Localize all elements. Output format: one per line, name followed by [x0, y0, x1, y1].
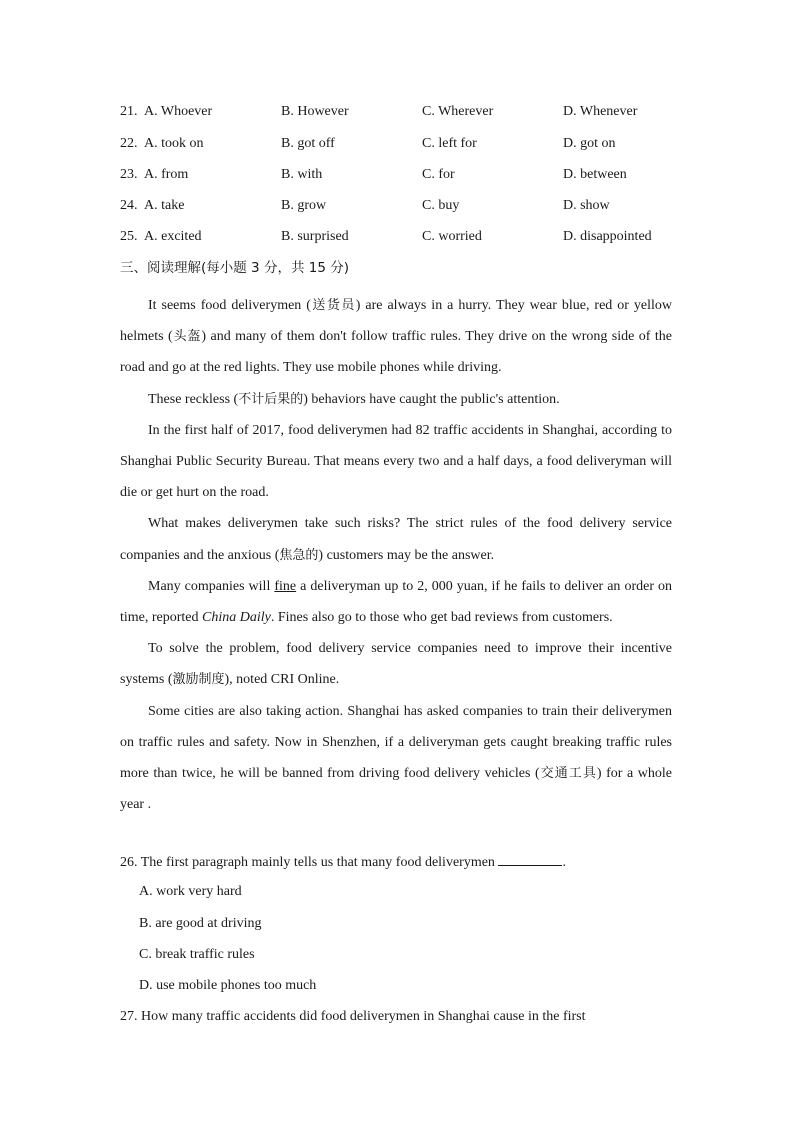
- choice-b: B. are good at driving: [139, 916, 262, 931]
- option-a: A. Whoever: [144, 104, 213, 119]
- option-b: B. However: [281, 104, 349, 119]
- option-row-24: [120, 196, 680, 216]
- paragraph-1: It seems food deliverymen (送货员) are always in a hurry. They wear blue, red or yellow helmets (头盔) and many of them don't follow traffic rules. They drive on the wrong side of the road and go at the red lights. They use mobile phones while driving.: [120, 298, 672, 376]
- option-b: B. surprised: [281, 229, 349, 244]
- option-row-22: [120, 134, 680, 154]
- option-c: C. left for: [422, 136, 477, 151]
- option-b: B. with: [281, 167, 323, 182]
- choice-c: C. break traffic rules: [139, 947, 255, 962]
- option-a: A. excited: [144, 229, 202, 244]
- option-d: D. show: [563, 198, 610, 213]
- question-number: 23.: [120, 167, 138, 182]
- option-a: A. from: [144, 167, 189, 182]
- option-row-23: [120, 165, 680, 185]
- underlined-word: fine: [274, 578, 297, 594]
- option-b: B. got off: [281, 136, 335, 151]
- option-row-21: [120, 102, 680, 122]
- choice-a: A. work very hard: [139, 884, 242, 899]
- option-c: C. for: [422, 167, 455, 182]
- answer-blank: [498, 851, 562, 866]
- paragraph-5: Many companies will fine a deliveryman up to 2, 000 yuan, if he fails to deliver an order on time, reported China Daily. Fines also go to those who get bad reviews from customers.: [120, 578, 673, 626]
- section-heading: 三、阅读理解(每小题 3 分，共 15 分): [120, 260, 349, 276]
- option-b: B. grow: [281, 198, 327, 213]
- question-27: 27. How many traffic accidents did food deliverymen in Shanghai cause in the first: [120, 1009, 586, 1024]
- option-row-25: [120, 227, 680, 247]
- option-d: D. between: [563, 167, 627, 182]
- option-d: D. got on: [563, 136, 616, 151]
- option-c: C. buy: [422, 198, 460, 213]
- option-c: C. worried: [422, 229, 482, 244]
- question-number: 21.: [120, 104, 138, 119]
- choice-d: D. use mobile phones too much: [139, 978, 317, 993]
- option-a: A. took on: [144, 136, 204, 151]
- question-number: 24.: [120, 198, 138, 213]
- question-number: 25.: [120, 229, 138, 244]
- question-stem: 26. The first paragraph mainly tells us that many food deliverymen: [120, 855, 495, 870]
- reading-passage: [120, 290, 672, 820]
- paragraph-4: What makes deliverymen take such risks? The strict rules of the food delivery service companies and the anxious (焦急的) customers may be the answer.: [120, 516, 672, 563]
- option-d: D. disappointed: [563, 229, 652, 244]
- paragraph-7: Some cities are also taking action. Shanghai has asked companies to train their deliverymen on traffic rules and safety. Now in Shenzhen, if a deliveryman gets caught breaking traffic rules more than twice, he will be banned from driving food delivery vehicles (交通工具) for a whole year .: [120, 703, 672, 813]
- option-d: D. Whenever: [563, 104, 638, 119]
- question-number: 22.: [120, 136, 138, 151]
- option-a: A. take: [144, 198, 185, 213]
- paragraph-6: To solve the problem, food delivery service companies need to improve their incentive systems (激励制度), noted CRI Online.: [120, 641, 672, 688]
- question-26: 26. The first paragraph mainly tells us that many food deliverymen .: [120, 851, 672, 873]
- option-c: C. Wherever: [422, 104, 494, 119]
- paragraph-3: In the first half of 2017, food deliverymen had 82 traffic accidents in Shanghai, according to Shanghai Public Security Bureau. That means every two and a half days, a food deliveryman will die or get hurt on the road.: [120, 422, 672, 501]
- source-name: China Daily: [202, 610, 271, 626]
- paragraph-2: These reckless (不计后果的) behaviors have caught the public's attention.: [148, 391, 560, 407]
